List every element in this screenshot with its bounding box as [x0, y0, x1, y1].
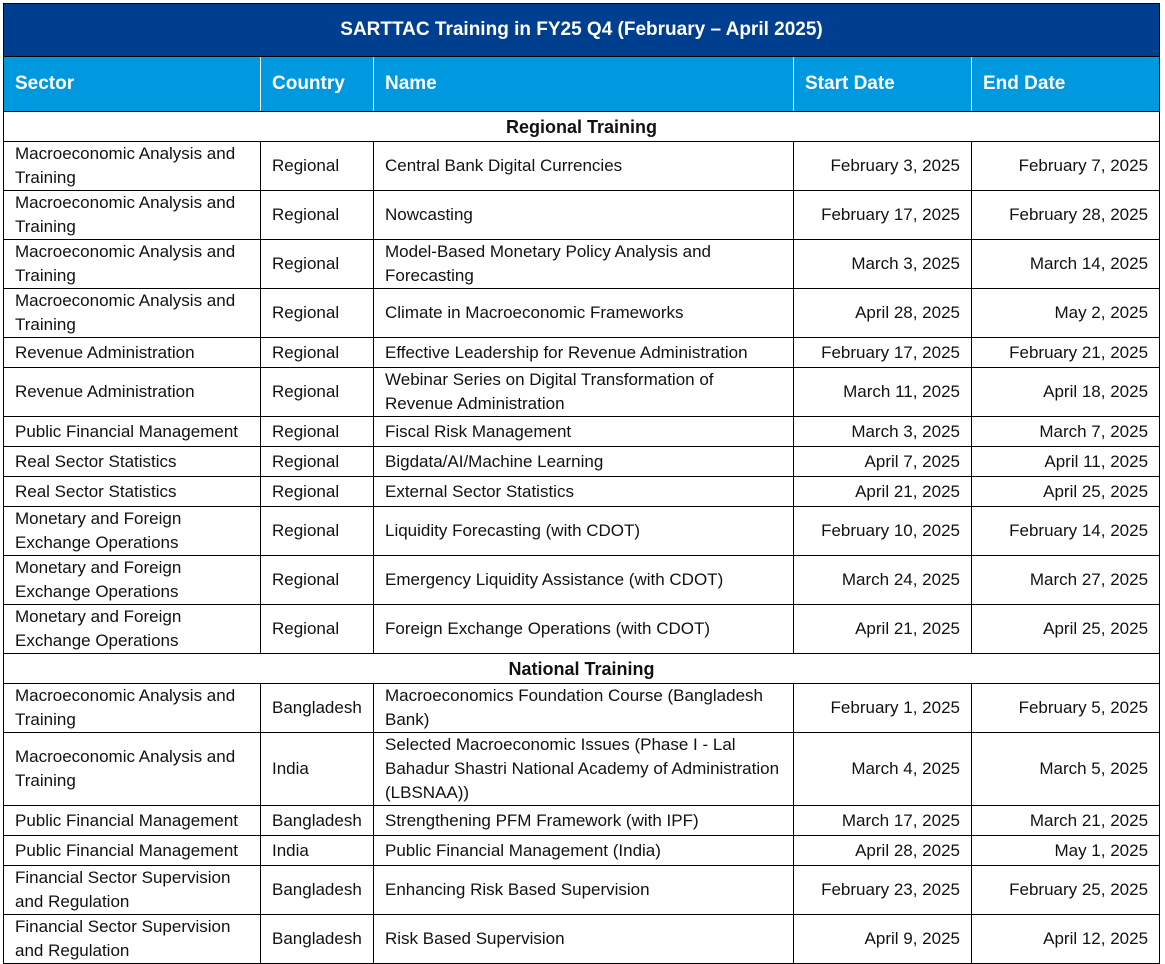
cell-start-date: February 3, 2025 — [794, 142, 972, 191]
table-row — [4, 556, 1160, 605]
cell-country: Regional — [261, 142, 374, 191]
table-row — [4, 733, 1160, 806]
cell-country: Regional — [261, 556, 374, 605]
cell-country: Bangladesh — [261, 866, 374, 915]
cell-end-date: May 1, 2025 — [972, 836, 1160, 866]
cell-sector: Public Financial Management — [4, 806, 261, 836]
cell-sector: Revenue Administration — [4, 368, 261, 417]
table-row — [4, 915, 1160, 964]
cell-sector: Macroeconomic Analysis and Training — [4, 142, 261, 191]
cell-start-date: April 9, 2025 — [794, 915, 972, 964]
cell-start-date: February 17, 2025 — [794, 191, 972, 240]
cell-name: Fiscal Risk Management — [374, 417, 794, 447]
cell-name: Effective Leadership for Revenue Administration — [374, 338, 794, 368]
cell-country: Regional — [261, 417, 374, 447]
cell-name: Nowcasting — [374, 191, 794, 240]
cell-name: Central Bank Digital Currencies — [374, 142, 794, 191]
cell-end-date: April 12, 2025 — [972, 915, 1160, 964]
cell-country: India — [261, 836, 374, 866]
cell-end-date: April 18, 2025 — [972, 368, 1160, 417]
cell-country: Bangladesh — [261, 806, 374, 836]
cell-end-date: February 25, 2025 — [972, 866, 1160, 915]
table-row — [4, 836, 1160, 866]
cell-end-date: April 25, 2025 — [972, 605, 1160, 654]
cell-name: Selected Macroeconomic Issues (Phase I - Lal Bahadur Shastri National Academy of Administration (LBSNAA)) — [374, 733, 794, 806]
table-row — [4, 289, 1160, 338]
cell-sector: Macroeconomic Analysis and Training — [4, 733, 261, 806]
cell-sector: Financial Sector Supervision and Regulation — [4, 866, 261, 915]
cell-start-date: March 17, 2025 — [794, 806, 972, 836]
table-row — [4, 417, 1160, 447]
cell-start-date: March 3, 2025 — [794, 417, 972, 447]
cell-start-date: February 17, 2025 — [794, 338, 972, 368]
cell-name: Macroeconomics Foundation Course (Bangladesh Bank) — [374, 684, 794, 733]
cell-country: Bangladesh — [261, 915, 374, 964]
cell-start-date: April 28, 2025 — [794, 836, 972, 866]
cell-end-date: March 21, 2025 — [972, 806, 1160, 836]
cell-sector: Monetary and Foreign Exchange Operations — [4, 605, 261, 654]
header-sector: Sector — [4, 57, 261, 112]
cell-sector: Macroeconomic Analysis and Training — [4, 240, 261, 289]
cell-name: Risk Based Supervision — [374, 915, 794, 964]
cell-name: Liquidity Forecasting (with CDOT) — [374, 507, 794, 556]
header-name: Name — [374, 57, 794, 112]
table-row — [4, 338, 1160, 368]
cell-end-date: March 27, 2025 — [972, 556, 1160, 605]
table-row — [4, 477, 1160, 507]
cell-name: Public Financial Management (India) — [374, 836, 794, 866]
cell-name: External Sector Statistics — [374, 477, 794, 507]
cell-start-date: April 21, 2025 — [794, 605, 972, 654]
cell-start-date: March 11, 2025 — [794, 368, 972, 417]
cell-start-date: April 7, 2025 — [794, 447, 972, 477]
cell-end-date: March 7, 2025 — [972, 417, 1160, 447]
cell-end-date: February 5, 2025 — [972, 684, 1160, 733]
cell-sector: Real Sector Statistics — [4, 477, 261, 507]
cell-country: Regional — [261, 191, 374, 240]
table-row — [4, 368, 1160, 417]
section-regional: Regional Training — [4, 112, 1160, 142]
cell-end-date: May 2, 2025 — [972, 289, 1160, 338]
cell-start-date: February 10, 2025 — [794, 507, 972, 556]
cell-sector: Revenue Administration — [4, 338, 261, 368]
cell-name: Model-Based Monetary Policy Analysis and Forecasting — [374, 240, 794, 289]
cell-name: Bigdata/AI/Machine Learning — [374, 447, 794, 477]
cell-end-date: March 5, 2025 — [972, 733, 1160, 806]
cell-start-date: March 3, 2025 — [794, 240, 972, 289]
cell-start-date: April 21, 2025 — [794, 477, 972, 507]
cell-start-date: April 28, 2025 — [794, 289, 972, 338]
header-end-date: End Date — [972, 57, 1160, 112]
cell-country: Regional — [261, 289, 374, 338]
table-row — [4, 684, 1160, 733]
table-row — [4, 191, 1160, 240]
cell-sector: Macroeconomic Analysis and Training — [4, 191, 261, 240]
cell-country: Regional — [261, 507, 374, 556]
cell-name: Foreign Exchange Operations (with CDOT) — [374, 605, 794, 654]
cell-name: Emergency Liquidity Assistance (with CDOT) — [374, 556, 794, 605]
cell-start-date: March 4, 2025 — [794, 733, 972, 806]
table-row — [4, 507, 1160, 556]
cell-sector: Public Financial Management — [4, 836, 261, 866]
cell-name: Webinar Series on Digital Transformation of Revenue Administration — [374, 368, 794, 417]
table-row — [4, 605, 1160, 654]
cell-end-date: February 28, 2025 — [972, 191, 1160, 240]
cell-country: India — [261, 733, 374, 806]
cell-start-date: March 24, 2025 — [794, 556, 972, 605]
cell-start-date: February 1, 2025 — [794, 684, 972, 733]
cell-sector: Public Financial Management — [4, 417, 261, 447]
cell-country: Bangladesh — [261, 684, 374, 733]
table-row — [4, 806, 1160, 836]
cell-name: Enhancing Risk Based Supervision — [374, 866, 794, 915]
header-country: Country — [261, 57, 374, 112]
cell-start-date: February 23, 2025 — [794, 866, 972, 915]
cell-name: Strengthening PFM Framework (with IPF) — [374, 806, 794, 836]
cell-sector: Real Sector Statistics — [4, 447, 261, 477]
cell-end-date: February 14, 2025 — [972, 507, 1160, 556]
cell-sector: Macroeconomic Analysis and Training — [4, 289, 261, 338]
cell-sector: Monetary and Foreign Exchange Operations — [4, 507, 261, 556]
cell-name: Climate in Macroeconomic Frameworks — [374, 289, 794, 338]
cell-country: Regional — [261, 240, 374, 289]
cell-country: Regional — [261, 477, 374, 507]
table-row — [4, 866, 1160, 915]
table-row — [4, 142, 1160, 191]
header-start-date: Start Date — [794, 57, 972, 112]
table-row — [4, 447, 1160, 477]
cell-sector: Financial Sector Supervision and Regulation — [4, 915, 261, 964]
cell-country: Regional — [261, 368, 374, 417]
table-row — [4, 240, 1160, 289]
cell-end-date: April 11, 2025 — [972, 447, 1160, 477]
cell-country: Regional — [261, 447, 374, 477]
cell-end-date: February 7, 2025 — [972, 142, 1160, 191]
cell-country: Regional — [261, 338, 374, 368]
table-title: SARTTAC Training in FY25 Q4 (February – April 2025) — [4, 4, 1160, 57]
cell-end-date: April 25, 2025 — [972, 477, 1160, 507]
cell-sector: Macroeconomic Analysis and Training — [4, 684, 261, 733]
training-table — [3, 3, 1160, 964]
section-national: National Training — [4, 654, 1160, 684]
cell-country: Regional — [261, 605, 374, 654]
cell-end-date: February 21, 2025 — [972, 338, 1160, 368]
cell-sector: Monetary and Foreign Exchange Operations — [4, 556, 261, 605]
cell-end-date: March 14, 2025 — [972, 240, 1160, 289]
